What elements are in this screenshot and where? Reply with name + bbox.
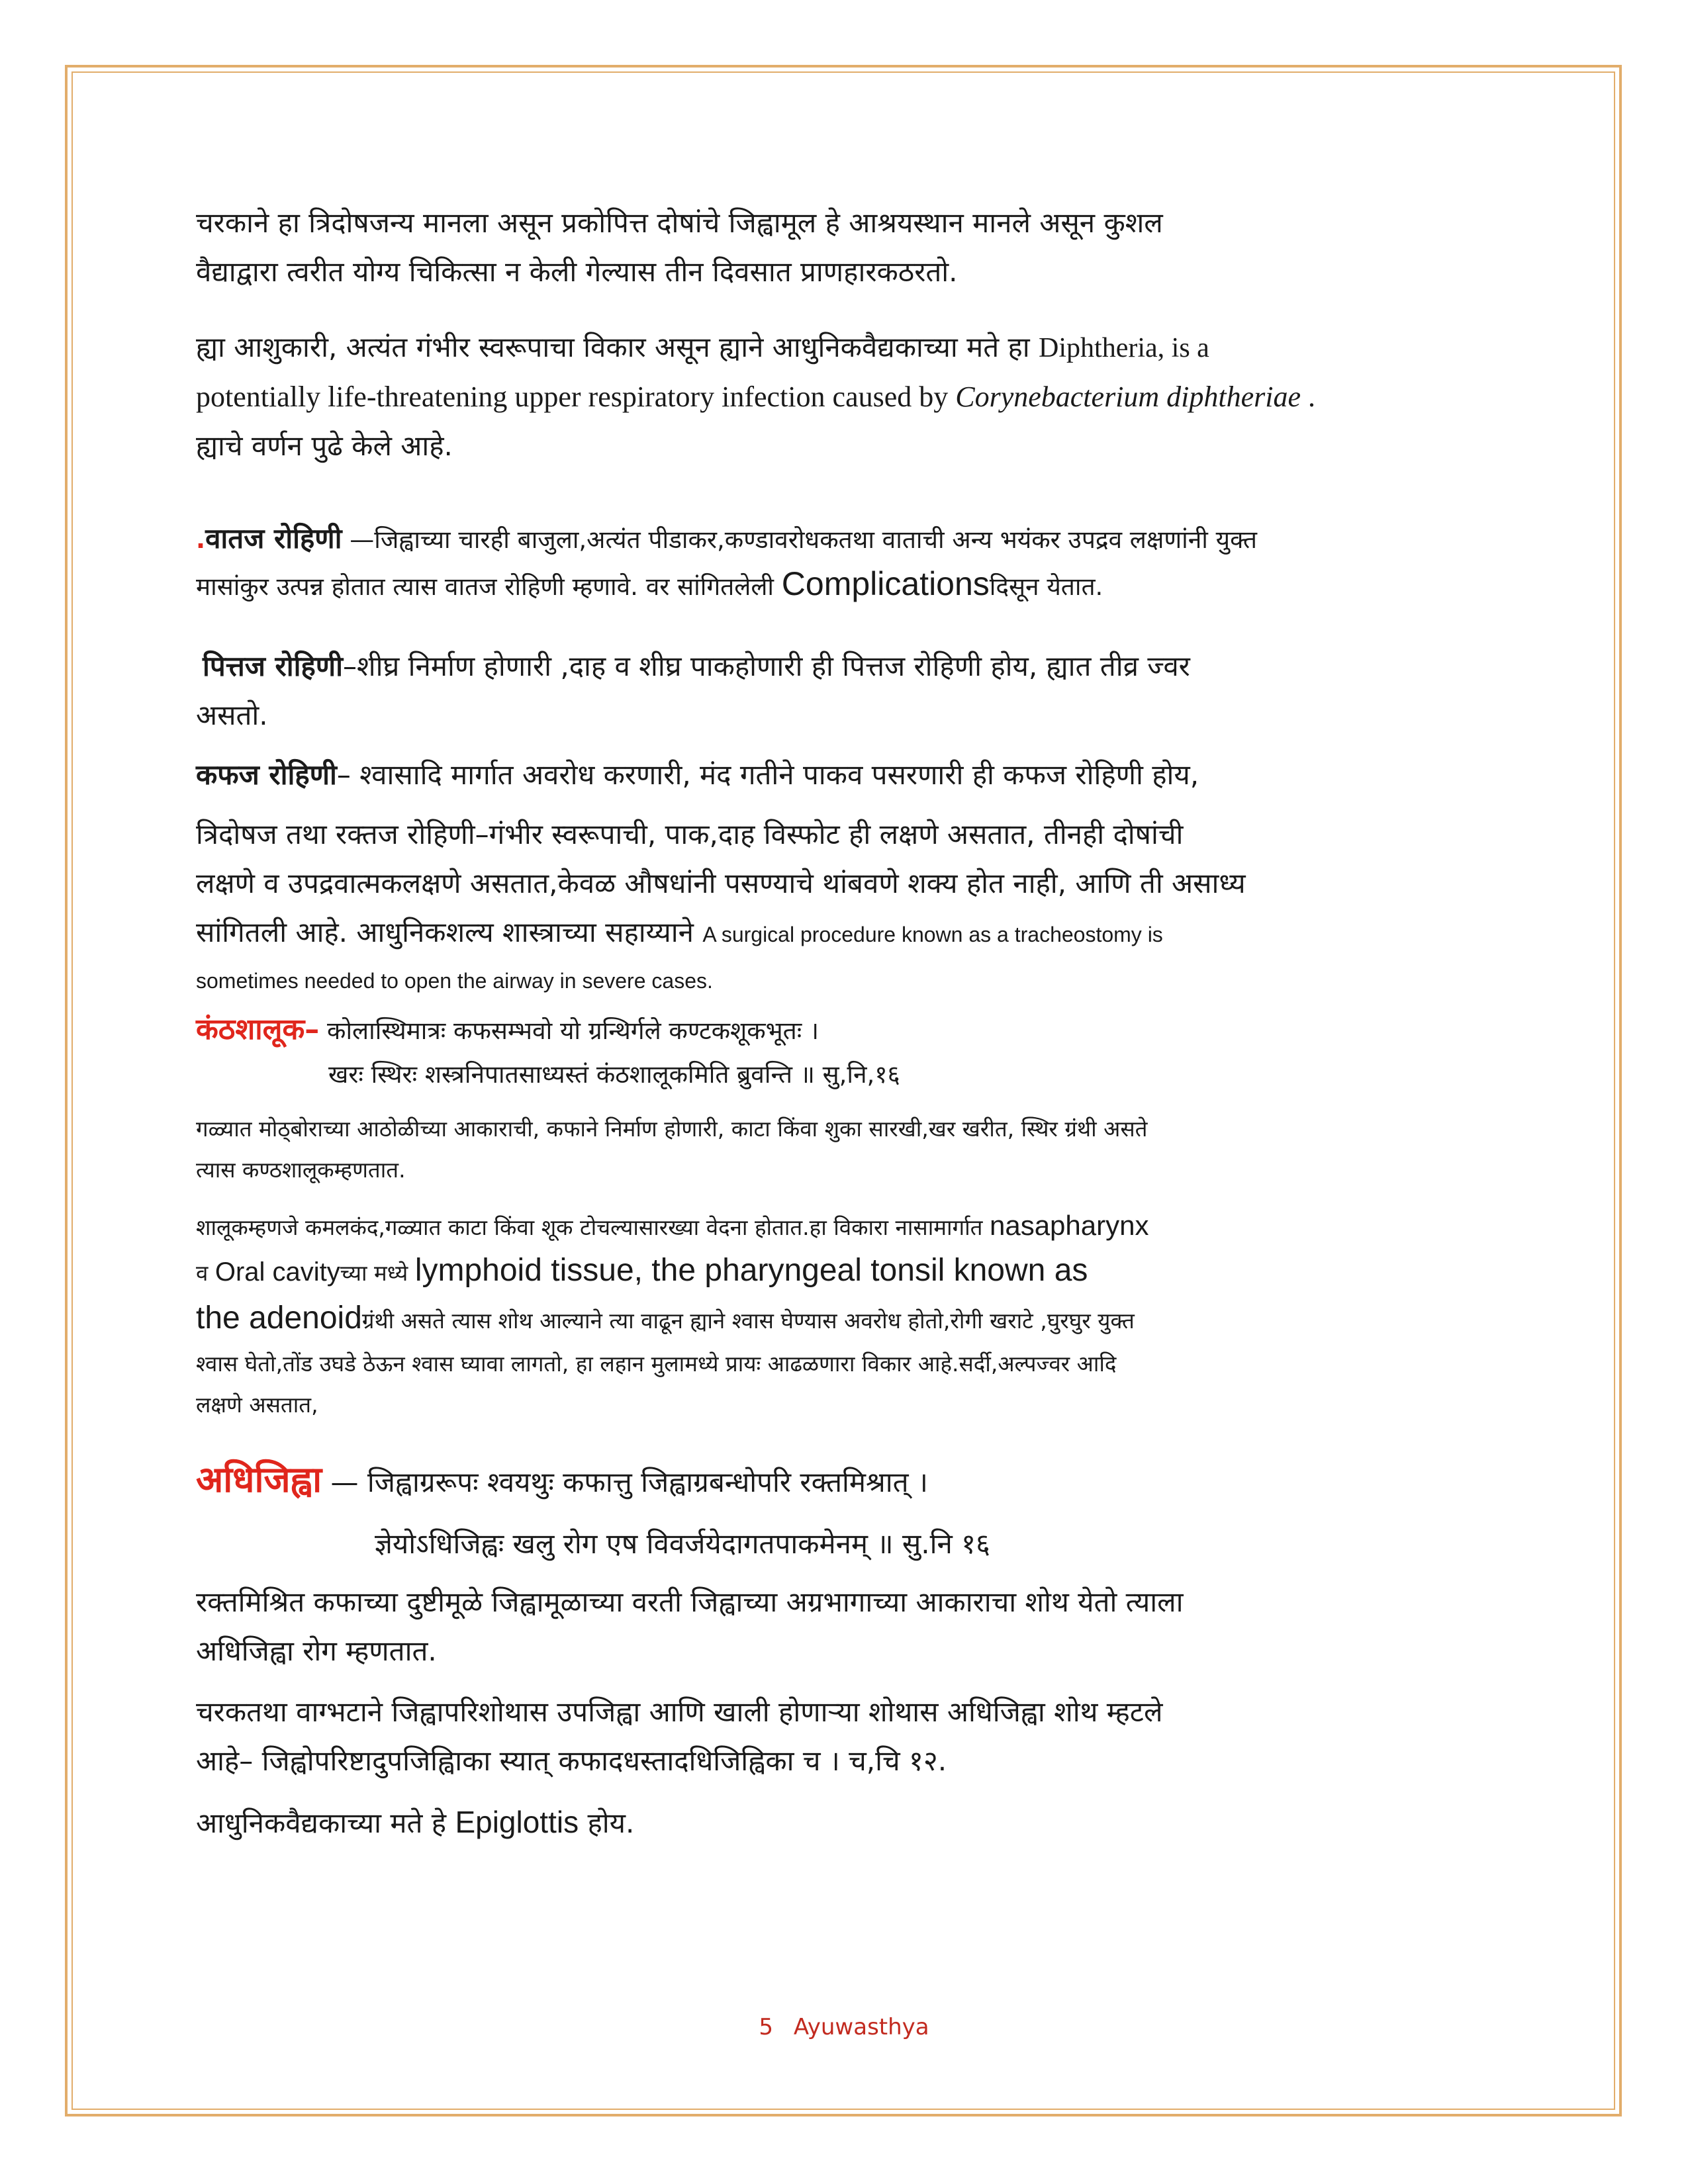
page-number: 5 [759,2014,773,2040]
adhijihva-para-1-line-1: रक्तमिश्रित कफाच्या दुष्टीमूळे जिह्वामूळाच्या वरती जिह्वाच्या अग्रभागाच्या आकाराचा शोथ येतो त्याला [196,1586,1184,1618]
adhijihva-para-3 [196,1797,1493,1848]
kanthashaluka-para-2-line-3 [196,1296,1493,1343]
vataja-dot: . [196,525,206,554]
pittaja-text-1: –शीघ्र निर्माण होणारी ,दाह व शीघ्र पाकहोणारी ही पित्तज रोहिणी होय, ह्यात तीव्र ज्वर [343,650,1190,682]
intro-paragraph [196,199,1493,296]
kanthashaluka-para-2-line-5: लक्षणे असतात, [196,1392,318,1418]
footer-title: Ayuwasthya [793,2014,929,2040]
adhijihva-verse-1 [196,1452,1493,1510]
diphtheria-line-2-end: . [1301,381,1316,413]
tridoshaja-line-4: sometimes needed to open the airway in severe cases. [196,969,713,993]
pittaja-line-1 [196,642,1493,691]
tridoshaja-text-3: सांगितली आहे. आधुनिकशल्य शास्त्राच्या सहाय्याने [196,916,703,948]
vataja-text-2-end: दिसून येतात. [989,572,1103,601]
lymphoid-tissue-text: lymphoid tissue, the pharyngeal tonsil known as [414,1253,1088,1288]
intro-line-2: वैद्याद्वारा त्वरीत योग्य चिकित्सा न केली गेल्यास तीन दिवसात प्राणहारकठरतो. [196,255,958,288]
kaphaja-section [196,751,1493,799]
diphtheria-line-1-english: Diphtheria, is a [1039,333,1209,363]
vataja-line-1 [196,517,1493,562]
tridoshaja-line-2: लक्षणे व उपद्रवात्मकलक्षणे असतात,केवळ औषधांनी पसण्याचे थांबवणे शक्य होत नाही, आणि ती असाध्य [196,867,1246,899]
diphtheria-line-1 [196,323,1493,373]
kanthashaluka-verse-2: खरः स्थिरः शस्त्रनिपातसाध्यस्तं कंठशालूकमिति ब्रुवन्ति ॥ सु,नि,१६ [328,1060,900,1089]
adhijihva-section [196,1452,1493,1848]
tridoshaja-line-1: त्रिदोषज तथा रक्तज रोहिणी–गंभीर स्वरूपाची, पाक,दाह विस्फोट ही लक्षणे असतात, तीनही दोषांची [196,818,1184,850]
kanthashaluka-para-2-text-1: शालूकम्हणजे कमलकंद,गळ्यात काटा किंवा शूक टोचल्यासारख्या वेदना होतात.हा विकारा नासामार्गात [196,1214,990,1240]
diphtheria-line-2-text: potentially life-threatening upper respiratory infection caused by [196,381,956,413]
kanthashaluka-para-1-line-2: त्यास कण्ठशालूकम्हणतात. [196,1157,406,1183]
vataja-text-1: —जिह्वाच्या चारही बाजुला,अत्यंत पीडाकर,कण्डावरोधकतथा वाताची अन्य भयंकर उपद्रव लक्षणांनी युक्त [342,525,1258,554]
oral-cavity-term: Oral cavity [214,1257,340,1287]
page-footer [0,2014,1688,2040]
kanthashaluka-para-1-line-1: गळ्यात मोठ्बोराच्या आठोळीच्या आकाराची, कफाने निर्माण होणारी, काटा किंवा शुका सारखी,खर खरीत, स्थिर ग्रंथी असते [196,1116,1148,1142]
kanthashaluka-verse-1 [196,1008,1493,1053]
kanthashaluka-section [196,1008,1493,1426]
adhijihva-para-3-end: होय. [579,1807,635,1839]
pathogen-name: Corynebacterium diphtheriae [955,381,1301,413]
adhijihva-para-2-line-1: चरकतथा वाग्भटाने जिह्वापरिशोथास उपजिह्वा आणि खाली होणाऱ्या शोथास अधिजिह्वा शोथ म्हटले [196,1696,1163,1728]
kanthashaluka-para-2-text-3: ग्रंथी असते त्यास शोथ आल्याने त्या वाढून ह्याने श्वास घेण्यास अवरोध होतो,रोगी खराटे ,घुरघुर युक्त [361,1308,1135,1334]
kaphaja-text-1: – श्वासादि मार्गात अवरोध करणारी, मंद गतीने पाकव पसरणारी ही कफज रोहिणी होय, [336,758,1199,791]
complications-term: Complications [781,565,990,602]
kanthashaluka-verse-1-text: कोलास्थिमात्रः कफसम्भवो यो ग्रन्थिर्गले कण्टकशूकभूतः । [319,1017,819,1045]
epiglottis-term: Epiglottis [455,1805,579,1839]
kanthashaluka-para-2-text-2a: व [196,1260,215,1286]
kaphaja-line-1 [196,751,1493,799]
tridoshaja-line-3 [196,908,1493,959]
adhijihva-heading: अधिजिह्वा [196,1459,322,1500]
tracheostomy-text: A surgical procedure known as a tracheostomy is [702,923,1163,946]
vataja-section [196,517,1493,609]
adhijihva-para-2-line-2: आहे– जिह्वोपरिष्टादुपजिह्विाका स्यात् कफादधस्तादधिजिह्विका च । च,चि १२. [196,1745,947,1777]
adhijihva-verse-2: ज्ञेयोऽधिजिह्वः खलु रोग एष विवर्जयेदागतपाकमेनम् ॥ सु.नि १६ [375,1527,990,1560]
intro-line-1: चरकाने हा त्रिदोषजन्य मानला असून प्रकोपित्त दोषांचे जिह्वामूल हे आश्रयस्थान मानले असून कुशल [196,206,1163,239]
adenoid-term: the adenoid [196,1300,362,1336]
kanthashaluka-para-2-text-2b: च्या मध्ये [340,1260,415,1286]
kanthashaluka-heading: कंठशालूक– [196,1013,320,1046]
nasopharynx-term: nasapharynx [989,1210,1149,1241]
kanthashaluka-para-2-line-4: श्वास घेतो,तोंड उघडे ठेऊन श्वास घ्यावा लागतो, हा लहान मुलामध्ये प्रायः आढळणारा विकार आहे.सर्दी,अल्पज्वर आदि [196,1351,1117,1377]
vataja-text-2: मासांकुर उत्पन्न होतात त्यास वातज रोहिणी म्हणावे. वर सांगितलेली [196,572,782,601]
tridoshaja-section [196,810,1493,1003]
adhijihva-para-1-line-2: अधिजिह्वा रोग म्हणतात. [196,1635,437,1667]
diphtheria-line-2 [196,373,1493,422]
vataja-line-2 [196,562,1493,609]
adhijihva-para-3-text: आधुनिकवैद्यकाच्या मते हे [196,1807,455,1839]
pittaja-heading: पित्तज रोहिणी [203,650,344,682]
diphtheria-line-1-marathi: ह्या आशुकारी, अत्यंत गंभीर स्वरूपाचा विकार असून ह्याने आधुनिकवैद्यकाच्या मते हा [196,331,1039,363]
pittaja-line-2: असतो. [196,699,268,731]
vataja-heading: वातज रोहिणी [205,522,342,555]
adhijihva-verse-1-text: — जिह्वाग्ररूपः श्वयथुः कफात्तु जिह्वाग्रबन्धोपरि रक्तमिश्रात् । [322,1466,928,1498]
document-body [196,199,1493,1848]
kaphaja-heading: कफज रोहिणी [196,758,337,791]
diphtheria-paragraph [196,323,1493,471]
kanthashaluka-para-2-line-1 [196,1205,1493,1248]
kanthashaluka-para-2-line-2 [196,1248,1493,1296]
pittaja-section [196,642,1493,740]
diphtheria-line-3: ह्याचे वर्णन पुढे केले आहे. [196,430,453,462]
